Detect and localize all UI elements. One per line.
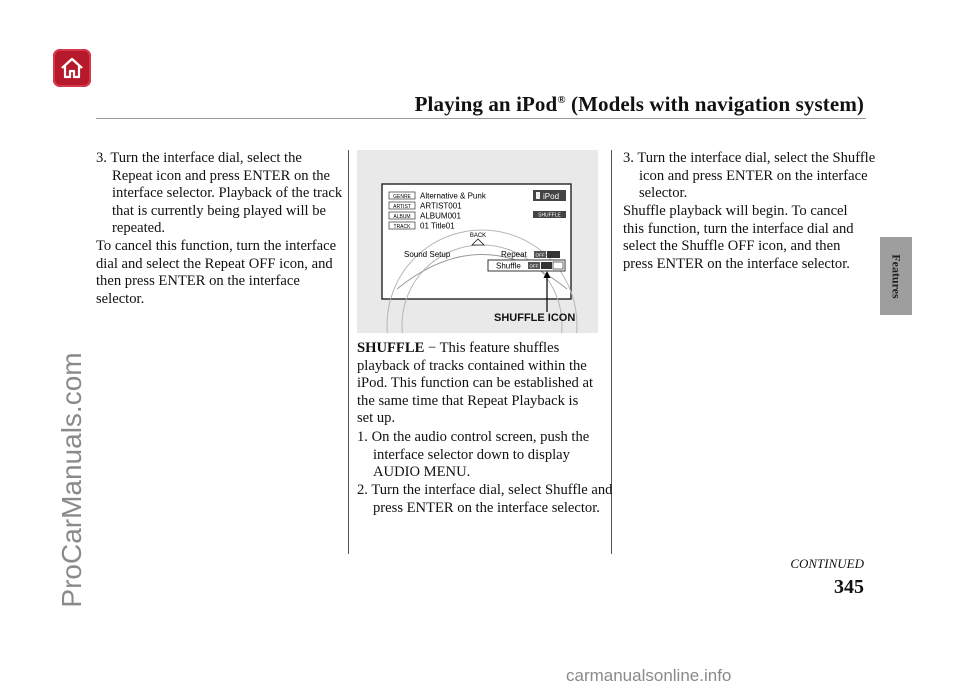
shuffle-definition-text: This feature shuffles playback of tracks contained within the iPod. This function can be established at the same time that Repeat Playback is set up. — [357, 340, 594, 427]
term-dash: − — [427, 340, 437, 356]
back-label[interactable]: BACK — [469, 233, 487, 239]
tag-artist: ARTIST — [393, 204, 411, 210]
shuffle-icon-callout: SHUFFLE ICON — [494, 312, 576, 324]
repeat-item[interactable]: Repeat — [501, 250, 527, 259]
shuffle-definition — [357, 340, 597, 428]
navigation-screen-illustration — [357, 150, 598, 333]
repeat-off-badge: OFF — [535, 252, 545, 258]
right-paragraph: Shuffle playback will begin. To cancel this function, turn the interface dial and select the Shuffle OFF icon, and then press ENTER on the interface selector. — [623, 203, 854, 272]
tag-album: ALBUM — [393, 214, 411, 220]
bottom-watermark: carmanualsonline.info — [566, 666, 732, 685]
page-number: 345 — [834, 576, 864, 598]
side-watermark: ProCarManuals.com — [56, 352, 87, 608]
section-tab-label: Features — [889, 253, 904, 299]
left-cancel-paragraph: To cancel this function, turn the interface dial and select the Repeat OFF icon, and then press ENTER on the interface selector. — [96, 238, 337, 307]
home-button[interactable] — [53, 49, 91, 87]
continued-label: CONTINUED — [790, 556, 864, 571]
tag-genre: GENRE — [393, 194, 411, 200]
sound-setup-item[interactable]: Sound Setup — [404, 250, 451, 259]
tag-track: TRACK — [393, 224, 411, 230]
album-value: ALBUM001 — [420, 211, 461, 221]
shuffle-icon — [541, 262, 552, 269]
shuffle-off-badge: OFF — [529, 263, 539, 269]
genre-value: Alternative & Punk — [420, 191, 486, 201]
repeat-icon — [547, 251, 560, 258]
right-step-3: 3. Turn the interface dial, select the Shuffle icon and press ENTER on the interface selector. — [623, 150, 876, 202]
left-step-3: 3. Turn the interface dial, select the Repeat icon and press ENTER on the interface selector. Playback of the track that is currently being played will be repeated. — [96, 150, 343, 237]
shuffle-term: SHUFFLE — [357, 340, 425, 356]
middle-step-1: 1. On the audio control screen, push the interface selector down to display AUDIO MENU. — [357, 429, 590, 481]
source-label: iPod — [543, 192, 560, 201]
middle-step-2: 2. Turn the interface dial, select Shuffle and press ENTER on the interface selector. — [357, 482, 613, 516]
column-divider-left — [348, 150, 349, 554]
shuffle-item[interactable]: Shuffle — [496, 261, 521, 271]
track-value: 01 Title01 — [420, 221, 455, 231]
page-title: Playing an iPod® (Models with navigation system) — [414, 92, 864, 116]
ipod-icon — [536, 192, 540, 199]
shuffle-badge: SHUFFLE — [538, 212, 561, 219]
title-divider — [96, 118, 866, 119]
home-icon — [60, 56, 84, 80]
shuffle-all-icon — [553, 262, 563, 269]
artist-value: ARTIST001 — [420, 201, 462, 211]
